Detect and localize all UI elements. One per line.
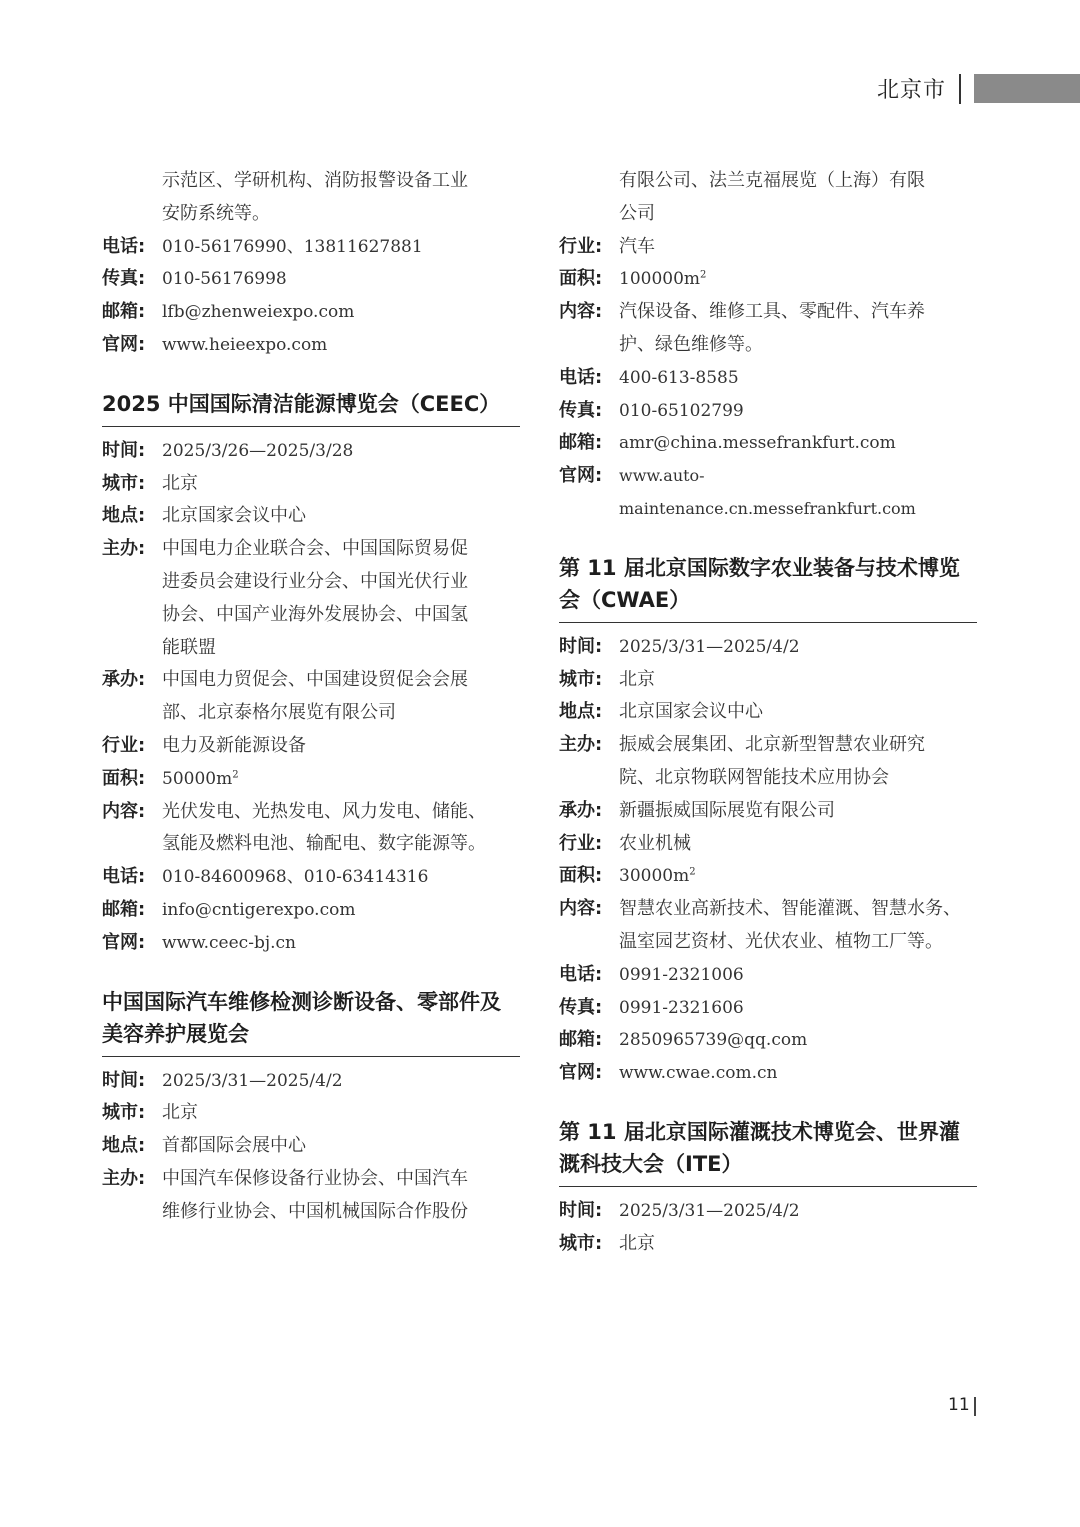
section-header-title: 北京市	[876, 78, 946, 103]
field-label: 行业:	[559, 832, 603, 854]
field-label: 时间:	[102, 1069, 146, 1091]
website-link[interactable]: www.ceec-bj.cn	[162, 932, 296, 953]
phone-value: 010-84600968、010-63414316	[162, 867, 429, 888]
venue-row	[559, 696, 977, 729]
city-value: 北京	[162, 1102, 198, 1124]
field-label: 主办:	[559, 734, 603, 756]
organizer-cont: 院、北京物联网智能技术应用协会	[619, 766, 889, 788]
phone-row	[102, 231, 520, 264]
field-label: 时间:	[559, 635, 603, 657]
venue-row	[102, 500, 520, 533]
time-value: 2025/3/31—2025/4/2	[619, 1200, 800, 1221]
website-link[interactable]: www.heieexpo.com	[162, 334, 328, 355]
email-row	[559, 427, 977, 460]
field-label: 传真:	[559, 996, 603, 1018]
field-label: 面积:	[559, 268, 603, 290]
co-organizer-value: 中国电力贸促会、中国建设贸促会会展	[162, 669, 468, 691]
organizer-row	[559, 729, 977, 762]
website-row	[102, 329, 520, 362]
field-label: 城市:	[559, 668, 603, 690]
fax-value: 010-65102799	[619, 400, 744, 421]
continued-text: 公司	[619, 202, 655, 224]
time-value: 2025/3/31—2025/4/2	[619, 636, 800, 657]
title-line: 会（CWAE）	[559, 587, 691, 612]
page-number-divider	[974, 1397, 976, 1416]
field-label: 面积:	[559, 865, 603, 887]
organizer-cont: 协会、中国产业海外发展协会、中国氢	[162, 603, 468, 625]
page-number: 11	[948, 1395, 970, 1415]
exhibition-title-ceec: 2025 中国国际清洁能源博览会（CEEC）	[102, 388, 520, 427]
industry-row	[102, 730, 520, 763]
exhibition-title-ite	[559, 1116, 977, 1187]
city-row	[102, 468, 520, 501]
area-superscript: 2	[232, 769, 239, 781]
email-value[interactable]: lfb@zhenweiexpo.com	[162, 302, 355, 323]
field-label: 官网:	[559, 465, 603, 487]
content-cont: 氢能及燃料电池、输配电、数字能源等。	[162, 833, 486, 855]
time-row	[559, 631, 977, 664]
organizer-value: 中国电力企业联合会、中国国际贸易促	[162, 538, 468, 560]
field-label: 内容:	[559, 301, 603, 323]
phone-row	[102, 861, 520, 894]
header-gray-bar	[974, 74, 1080, 103]
area-number: 50000m	[162, 768, 233, 789]
field-label: 传真:	[559, 399, 603, 421]
fax-value: 0991-2321606	[619, 997, 744, 1018]
organizer-value: 振威会展集团、北京新型智慧农业研究	[619, 734, 925, 756]
organizer-cont: 维修行业协会、中国机械国际合作股份	[162, 1200, 468, 1222]
industry-value: 汽车	[619, 235, 655, 257]
co-organizer-cont: 部、北京泰格尔展览有限公司	[162, 702, 396, 724]
field-label: 内容:	[559, 898, 603, 920]
field-label: 邮箱:	[559, 1029, 603, 1051]
venue-row	[102, 1130, 520, 1163]
field-label: 城市:	[559, 1232, 603, 1254]
continued-text: 安防系统等。	[162, 202, 270, 224]
website-link[interactable]: www.cwae.com.cn	[619, 1063, 778, 1084]
title-line: 第 11 届北京国际数字农业装备与技术博览	[559, 555, 960, 580]
co-organizer-value: 新疆振威国际展览有限公司	[619, 799, 835, 821]
time-value: 2025/3/31—2025/4/2	[162, 1070, 343, 1091]
title-line: 中国国际汽车维修检测诊断设备、零部件及	[102, 989, 501, 1014]
venue-value: 北京国家会议中心	[619, 701, 763, 723]
email-row	[102, 894, 520, 927]
field-label: 行业:	[102, 734, 146, 756]
field-label: 电话:	[559, 963, 603, 985]
field-label: 官网:	[102, 931, 146, 953]
exhibition-title-auto	[102, 986, 520, 1057]
exhibition-title-cwae	[559, 552, 977, 623]
time-row	[559, 1195, 977, 1228]
area-value	[162, 763, 520, 796]
title-line: 溉科技大会（ITE）	[559, 1151, 743, 1176]
header-divider	[959, 74, 961, 104]
continued-text: 示范区、学研机构、消防报警设备工业	[162, 170, 468, 191]
area-number: 30000m	[619, 866, 690, 887]
field-label: 承办:	[559, 799, 603, 821]
content-value: 光伏发电、光热发电、风力发电、储能、	[162, 800, 486, 822]
field-label: 地点:	[102, 505, 146, 527]
co-organizer-row	[102, 664, 520, 697]
time-row	[102, 435, 520, 468]
time-row	[102, 1065, 520, 1098]
organizer-cont: 进委员会建设行业分会、中国光伏行业	[162, 570, 468, 592]
content-row	[559, 893, 977, 926]
field-label: 城市:	[102, 472, 146, 494]
content-row	[102, 796, 520, 829]
city-value: 北京	[619, 668, 655, 690]
content-value: 汽保设备、维修工具、零配件、汽车养	[619, 301, 925, 323]
city-row	[102, 1097, 520, 1130]
content-cont: 护、绿色维修等。	[619, 333, 763, 355]
industry-value: 农业机械	[619, 832, 691, 854]
area-value	[619, 860, 977, 893]
venue-value: 北京国家会议中心	[162, 505, 306, 527]
content-value: 智慧农业高新技术、智能灌溉、智慧水务、	[619, 898, 961, 920]
city-row	[559, 1228, 977, 1261]
field-label: 电话:	[559, 366, 603, 388]
fax-row	[559, 992, 977, 1025]
area-number: 100000m	[619, 269, 701, 290]
city-value: 北京	[619, 1232, 655, 1254]
field-label: 电话:	[102, 866, 146, 888]
time-value: 2025/3/26—2025/3/28	[162, 440, 354, 461]
area-row	[559, 263, 977, 296]
website-row	[102, 927, 520, 960]
content-row	[559, 296, 977, 329]
phone-value: 400-613-8585	[619, 367, 739, 388]
field-label: 邮箱:	[102, 898, 146, 920]
area-superscript: 2	[689, 866, 696, 878]
field-label: 城市:	[102, 1102, 146, 1124]
email-value[interactable]: 2850965739@qq.com	[619, 1030, 808, 1051]
continued-text: 有限公司、法兰克福展览（上海）有限	[619, 170, 925, 191]
area-superscript: 2	[700, 269, 707, 281]
email-value[interactable]: info@cntigerexpo.com	[162, 899, 356, 920]
field-label: 邮箱:	[102, 301, 146, 323]
title-line: 第 11 届北京国际灌溉技术博览会、世界灌	[559, 1119, 960, 1144]
field-label: 邮箱:	[559, 432, 603, 454]
organizer-value: 中国汽车保修设备行业协会、中国汽车	[162, 1167, 468, 1189]
organizer-cont: 能联盟	[162, 636, 216, 658]
fax-row	[102, 263, 520, 296]
field-label: 主办:	[102, 538, 146, 560]
phone-row	[559, 362, 977, 395]
fax-row	[559, 395, 977, 428]
organizer-row	[102, 533, 520, 566]
area-row	[559, 860, 977, 893]
phone-value: 010-56176990、13811627881	[162, 236, 423, 257]
phone-row	[559, 959, 977, 992]
field-label: 承办:	[102, 669, 146, 691]
field-label: 面积:	[102, 767, 146, 789]
email-value[interactable]: amr@china.messefrankfurt.com	[619, 433, 896, 454]
area-value	[619, 263, 977, 296]
field-label: 传真:	[102, 268, 146, 290]
field-label: 地点:	[102, 1135, 146, 1157]
left-column	[102, 165, 520, 1229]
field-label: 电话:	[102, 235, 146, 257]
content-cont: 温室园艺资材、光伏农业、植物工厂等。	[619, 930, 943, 952]
field-label: 官网:	[559, 1062, 603, 1084]
website-row	[559, 1057, 977, 1090]
website-row	[559, 460, 977, 526]
title-line: 美容养护展览会	[102, 1021, 249, 1046]
city-value: 北京	[162, 472, 198, 494]
industry-row	[559, 828, 977, 861]
email-row	[559, 1024, 977, 1057]
field-label: 主办:	[102, 1167, 146, 1189]
co-organizer-row	[559, 795, 977, 828]
field-label: 时间:	[559, 1199, 603, 1221]
right-column	[559, 165, 977, 1261]
field-label: 官网:	[102, 333, 146, 355]
fax-value: 010-56176998	[162, 269, 287, 290]
field-label: 行业:	[559, 235, 603, 257]
organizer-row	[102, 1163, 520, 1196]
area-row	[102, 763, 520, 796]
industry-row	[559, 231, 977, 264]
phone-value: 0991-2321006	[619, 964, 744, 985]
field-label: 时间:	[102, 439, 146, 461]
city-row	[559, 664, 977, 697]
venue-value: 首都国际会展中心	[162, 1135, 306, 1157]
field-label: 地点:	[559, 701, 603, 723]
industry-value: 电力及新能源设备	[162, 734, 306, 756]
field-label: 内容:	[102, 800, 146, 822]
website-link[interactable]: www.auto-maintenance.cn.messefrankfurt.com	[619, 466, 916, 518]
email-row	[102, 296, 520, 329]
